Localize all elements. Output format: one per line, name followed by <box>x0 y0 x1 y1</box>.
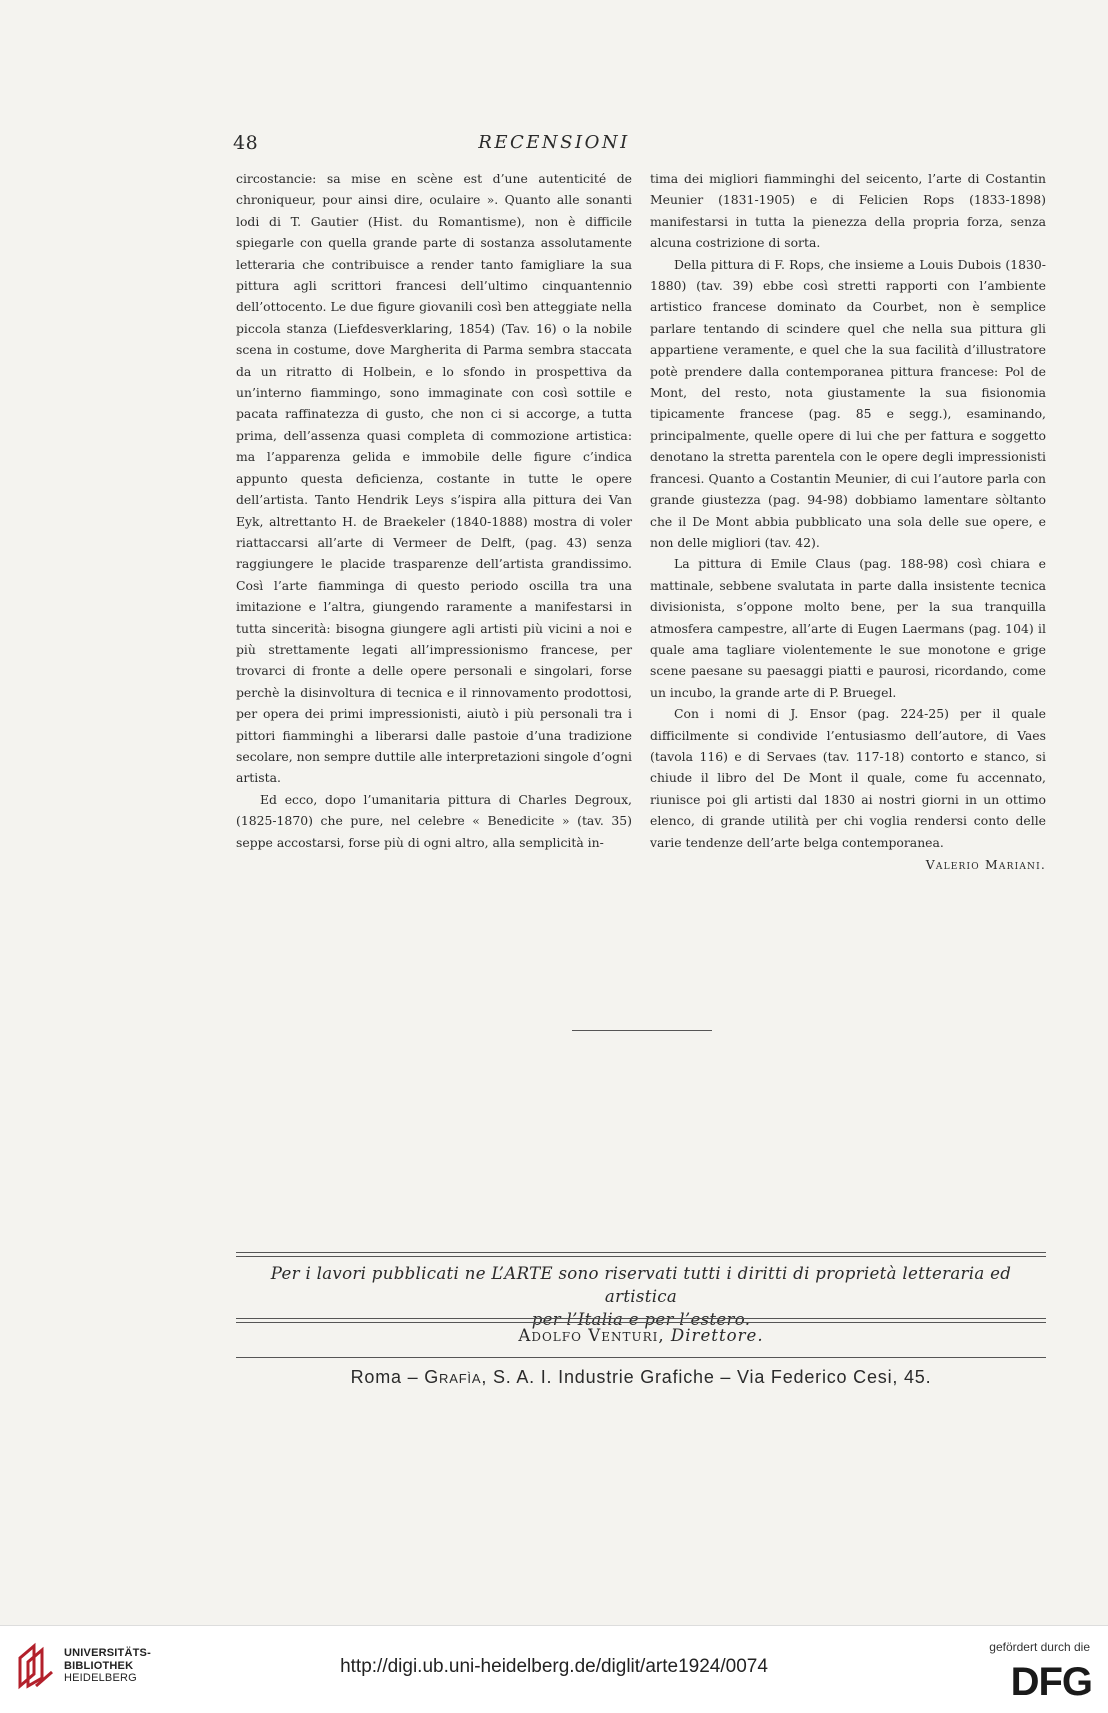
paragraph: Ed ecco, dopo l’umanitaria pittura di Charles Degroux, (1825-1870) che pure, nel celebre « Benedicite » (tav. 35) seppe accostarsi, forse più di ogni altro, alla semplicità in- <box>236 791 632 850</box>
paragraph: Con i nomi di J. Ensor (pag. 224-25) per il quale difficilmente si condivide l’entusiasmo dell’autore, di Vaes (tavola 116) e di Servaes (tav. 117-18) contorto e stanco, si chiude il libro del De Mont il quale, come fu accennato, riunisce poi gli artisti dal 1830 ai nostri giorni in un ottimo elenco, di grande utilità per chi voglia rendersi conto delle varie tendenze dell’arte belga contemporanea. <box>650 706 1046 850</box>
page-number: 48 <box>233 132 259 154</box>
funding-label: gefördert durch die <box>989 1640 1090 1654</box>
library-name-line: HEIDELBERG <box>64 1672 137 1684</box>
right-column <box>650 168 1046 875</box>
running-head: RECENSIONI <box>478 132 630 153</box>
colophon-rule-top <box>236 1252 1046 1257</box>
colophon-rule-middle <box>236 1318 1046 1323</box>
library-name-line: BIBLIOTHEK <box>64 1659 134 1672</box>
director-name: Adolfo Venturi, <box>518 1326 665 1345</box>
rights-line: per l’Italia e per l’estero. <box>531 1310 751 1329</box>
dfg-logo: DFG <box>1010 1660 1092 1704</box>
paragraph: Della pittura di F. Rops, che insieme a Louis Dubois (1830-1880) (tav. 39) ebbe così stretti rapporti con l’ambiente artistico francese dominato da Courbet, non è semplice parlare tentando di scindere quel che nella sua pittura gli appartiene veramente, e quel che la sua facilità d’illustratore potè prendere dalla contemporanea pittura francese: Pol de Mont, del resto, nota giustamente la sua fisionomia tipicamente francese (pag. 85 e segg.), esaminando, principalmente, quelle opere di lui che per fattura e soggetto denotano la stretta parentela con le opere degli impressionisti francesi. Quanto a Costantin Meunier, di cui l’autore parla con grande giustezza (pag. 94-98) dobbiamo lamentare sòltanto che il De Mont abbia pubblicato una sola delle sue opere, e non delle migliori (tav. 42). <box>650 256 1046 550</box>
director-role: Direttore. <box>670 1326 764 1345</box>
permalink-url[interactable]: http://digi.ub.uni-heidelberg.de/diglit/arte1924/0074 <box>340 1656 768 1677</box>
paragraph: circostancie: sa mise en scène est d’une autenticité de chroniqueur, pour ainsi dire, oculaire ». Quanto alle sonanti lodi di T. Gautier (Hist. du Romantisme), non è difficile spiegarle con quella grande parte di sostanza assolutamente letteraria che contribuisce a render tanto famigliare la sua pittura agli scrittori francesi dell’ultimo cinquantennio dell’ottocento. Le due figure giovanili così ben atteggiate nella piccola stanza (Liefdesverklaring, 1854) (Tav. 16) o la nobile scena in costume, dove Margherita di Parma sembra staccata da un ritratto di Holbein, e lo sfondo in prospettiva da un’interno fiammingo, sono immaginate con così sottile e pacata raffinatezza di gusto, che non ci si accorge, a tutta prima, dell’assenza quasi completa di commozione artistica: ma l’apparenza gelida e immobile delle figure c’indica appunto questa deficienza, costante in tutte le opere dell’artista. Tanto Hendrik Leys s’ispira alla pittura dei Van Eyk, altrettanto H. de Braekeler (1840-1888) mostra di voler riattaccarsi all’arte di Vermeer de Delft, (pag. 43) senza raggiungere le placide trasparenze dell’artista grandissimo. Così l’arte fiamminga di questo periodo oscilla tra una imitazione e l’altra, giungendo raramente a manifestarsi in tutta sincerità: bisogna giungere agli artisti più vicini a noi e più strettamente legati all’impressionismo francese, per trovarci di fronte a delle opere personali e singolari, forse perchè la disinvoltura di tecnica e il rinnovamento prodottosi, per opera dei primi impressionisti, aiutò i più personali tra i pittori fiamminghi a liberarsi dalle pastoie d’una tradizione secolare, non sempre duttile alle interpretazioni singole d’ogni artista. <box>236 171 632 786</box>
library-name-line: UNIVERSITÄTS- <box>64 1647 151 1659</box>
rights-line: Per i lavori pubblicati ne L’ARTE sono riservati tutti i diritti di proprietà letteraria ed artistica <box>270 1264 1012 1306</box>
paragraph: tima dei migliori fiamminghi del seicento, l’arte di Costantin Meunier (1831-1905) e di Felicien Rops (1833-1898) manifestarsi in tutta la pienezza della propria forza, senza alcuna costrizione di sorta. <box>650 171 1046 251</box>
printer-city: Roma – <box>350 1367 419 1387</box>
director-line <box>236 1326 1046 1345</box>
author-signature: Valerio Mariani. <box>925 857 1046 872</box>
left-column <box>236 168 632 853</box>
digitization-footer <box>0 1625 1108 1713</box>
printer-line <box>236 1367 1046 1388</box>
printer-address: S. A. I. Industrie Grafiche – Via Federico Cesi, 45. <box>492 1367 932 1387</box>
section-divider <box>572 1030 712 1031</box>
colophon-rule-bottom <box>236 1357 1046 1358</box>
printer-firm: Grafìa, <box>424 1367 488 1387</box>
paragraph: La pittura di Emile Claus (pag. 188-98) così chiara e mattinale, sebbene svalutata in parte dalla insistente tecnica divisionista, s’oppone molto bene, per la sua tranquilla atmosfera campestre, all’arte di Eugen Laermans (pag. 104) il quale ama tagliare violentemente le sue monotone e grige scene paesane su paesaggi piatti e paurosi, ricordando, come un incubo, la grande arte di P. Bruegel. <box>650 556 1046 700</box>
